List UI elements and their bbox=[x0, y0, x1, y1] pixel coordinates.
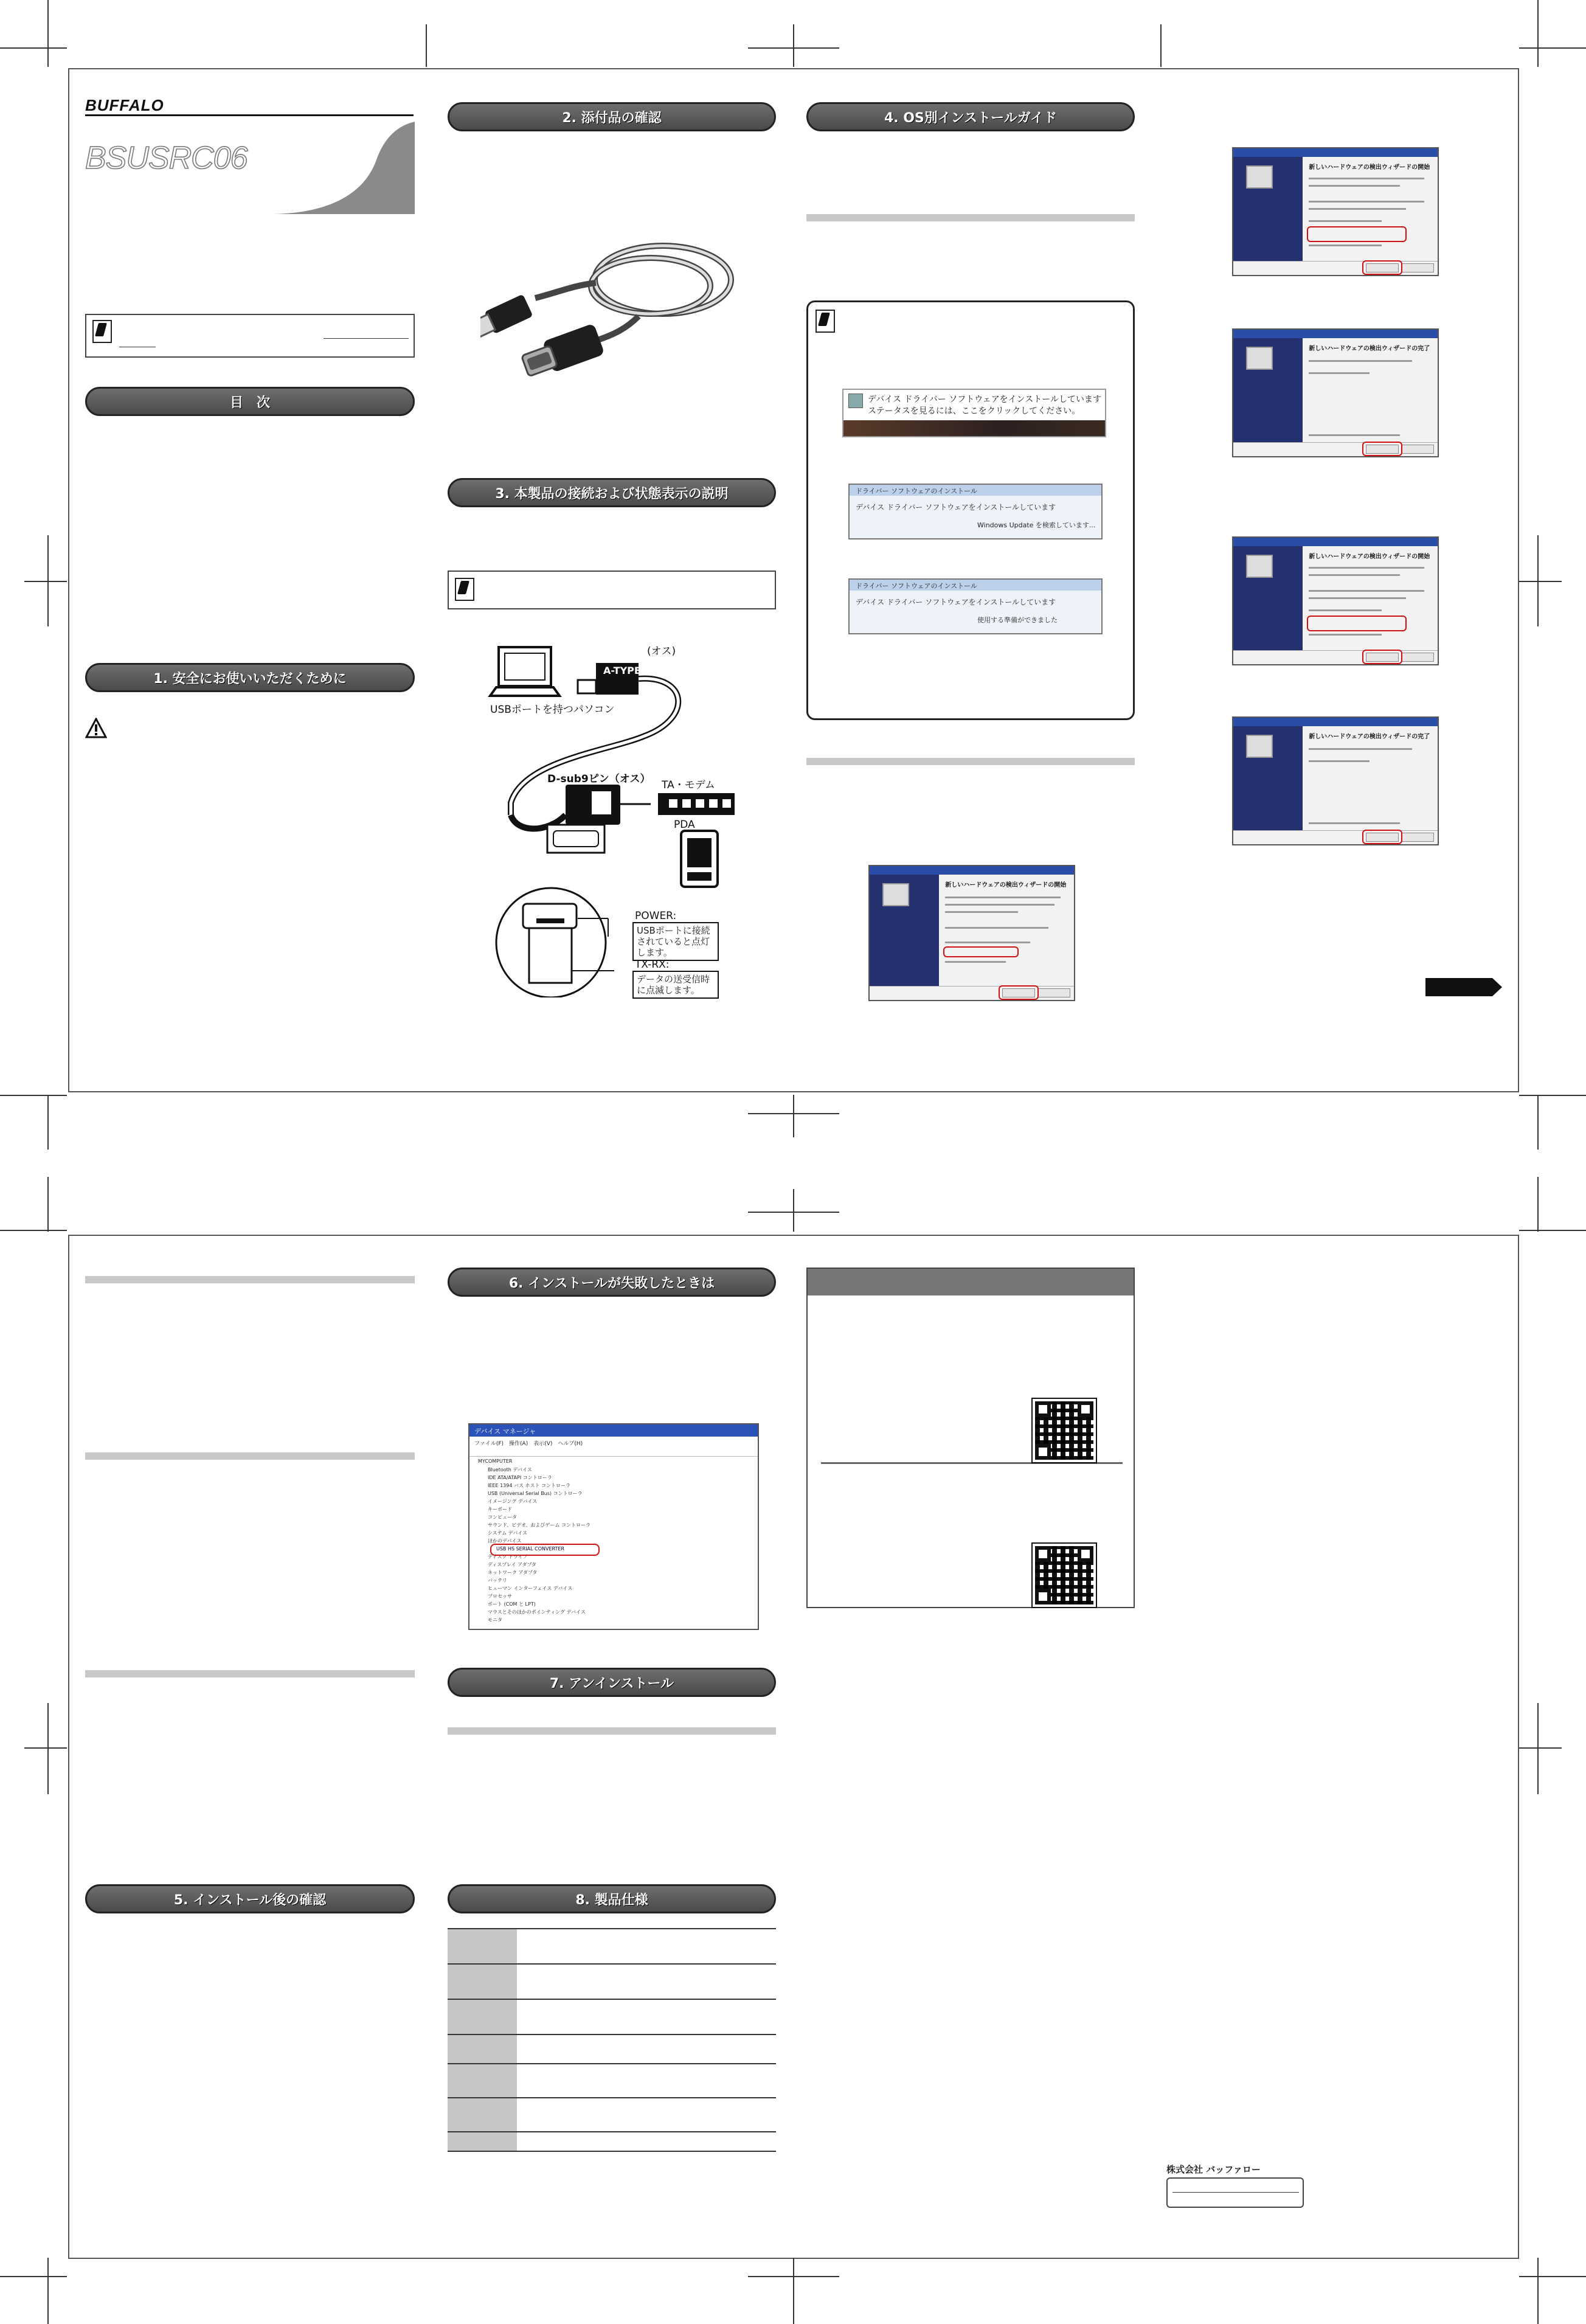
crop-mark bbox=[0, 2276, 67, 2277]
a-type-label: A-TYPE bbox=[603, 665, 641, 676]
support-divider bbox=[821, 1462, 1123, 1464]
crop-mark bbox=[793, 1189, 794, 1232]
tree-item: イメージング デバイス bbox=[488, 1499, 538, 1504]
connection-note-box bbox=[448, 571, 776, 609]
crop-mark bbox=[1519, 1230, 1586, 1231]
spec-row-rule bbox=[448, 1999, 776, 2000]
spec-row-rule bbox=[448, 2034, 776, 2035]
tree-item-highlighted: USB HS SERIAL CONVERTER bbox=[496, 1546, 564, 1552]
highlight-ring bbox=[1362, 260, 1402, 275]
highlight-ring bbox=[490, 1544, 600, 1556]
devmgr-title: デバイス マネージャ bbox=[474, 1427, 536, 1435]
crop-mark bbox=[1519, 47, 1586, 49]
ta-modem-label: TA・モデム bbox=[662, 779, 715, 791]
crop-mark bbox=[1519, 1095, 1586, 1096]
highlight-ring bbox=[1307, 616, 1407, 631]
note-icon bbox=[455, 578, 474, 601]
usb-cable-photo bbox=[480, 225, 736, 395]
driver-icon bbox=[848, 394, 863, 408]
crop-mark bbox=[1160, 24, 1162, 67]
company-name: 株式会社 バッファロー bbox=[1166, 2164, 1261, 2175]
dialog-status: 使用する準備ができました bbox=[977, 616, 1058, 624]
crop-mark bbox=[47, 2258, 49, 2324]
crop-mark bbox=[47, 1095, 49, 1150]
crop-mark bbox=[1519, 581, 1562, 582]
support-header bbox=[808, 1269, 1134, 1296]
wizard-title: 新しいハードウェアの検出ウィザードの完了 bbox=[1309, 345, 1430, 352]
crop-mark bbox=[0, 1095, 67, 1096]
win7-dialog-1 bbox=[848, 484, 1103, 539]
cover-swoosh bbox=[255, 122, 415, 214]
dialog-body: デバイス ドライバー ソフトウェアをインストールしています bbox=[856, 598, 1056, 606]
dialog-title: ドライバー ソフトウェアのインストール bbox=[856, 487, 977, 495]
power-desc: USBポートに接続されていると点灯します。 bbox=[637, 925, 710, 958]
male-mark: (オス) bbox=[647, 645, 676, 657]
spec-header-col bbox=[448, 1928, 517, 2152]
note-icon bbox=[92, 320, 112, 343]
tree-item: ほかのデバイス bbox=[488, 1538, 522, 1544]
tree-item: サウンド、ビデオ、およびゲーム コントローラ bbox=[488, 1522, 590, 1528]
crop-mark bbox=[793, 24, 794, 67]
spec-row-rule bbox=[448, 2131, 776, 2132]
subsection-bar bbox=[448, 1727, 776, 1735]
subsection-bar bbox=[85, 1276, 415, 1283]
txrx-title: TX-RX: bbox=[635, 959, 670, 971]
next-page-arrow-icon bbox=[1425, 977, 1503, 997]
wizard-title: 新しいハードウェアの検出ウィザードの開始 bbox=[945, 882, 1067, 889]
crop-mark bbox=[47, 1177, 49, 1232]
txrx-desc: データの送受信時に点滅します。 bbox=[637, 974, 710, 996]
balloon-body: ステータスを見るには、ここをクリックしてください。 bbox=[868, 406, 1081, 416]
pda-label: PDA bbox=[674, 819, 695, 831]
wizard-screenshot-4 bbox=[1232, 716, 1439, 845]
tree-item: IEEE 1394 バス ホスト コントローラ bbox=[488, 1483, 571, 1488]
spec-row-rule bbox=[448, 1928, 776, 1929]
crop-mark bbox=[793, 1095, 794, 1137]
tree-item: ディスプレイ アダプタ bbox=[488, 1562, 537, 1567]
section-8-heading: 8. 製品仕様 bbox=[448, 1884, 776, 1913]
tree-item: マウスとそのほかのポインティング デバイス bbox=[488, 1609, 586, 1615]
crop-mark bbox=[1537, 535, 1539, 626]
section-6-heading: 6. インストールが失敗したときは bbox=[448, 1268, 776, 1297]
crop-mark bbox=[1537, 1177, 1539, 1232]
section-1-heading: 1. 安全にお使いいただくために bbox=[85, 663, 415, 692]
note-rule bbox=[324, 338, 409, 339]
wizard-title: 新しいハードウェアの検出ウィザードの開始 bbox=[1309, 164, 1430, 171]
devmgr-root: MYCOMPUTER bbox=[478, 1459, 513, 1464]
balloon-title: デバイス ドライバー ソフトウェアをインストールしています bbox=[868, 395, 1101, 404]
crop-mark bbox=[47, 535, 49, 626]
highlight-ring bbox=[943, 946, 1019, 957]
warning-icon bbox=[85, 718, 107, 738]
highlight-ring bbox=[1362, 650, 1402, 664]
wizard-title: 新しいハードウェアの検出ウィザードの完了 bbox=[1309, 734, 1430, 740]
crop-mark bbox=[1519, 1747, 1562, 1749]
win7-note-frame bbox=[806, 300, 1135, 720]
tree-item: システム デバイス bbox=[488, 1530, 528, 1536]
tree-item: ヒューマン インターフェイス デバイス bbox=[488, 1586, 573, 1591]
tree-item: ディスク ドライブ bbox=[488, 1554, 528, 1559]
txrx-desc-box bbox=[632, 971, 719, 999]
dialog-body: デバイス ドライバー ソフトウェアをインストールしています bbox=[856, 503, 1056, 512]
crop-mark bbox=[1537, 0, 1539, 67]
section-5-heading: 5. インストール後の確認 bbox=[85, 1884, 415, 1913]
dialog-title: ドライバー ソフトウェアのインストール bbox=[856, 582, 977, 590]
tree-item: プロセッサ bbox=[488, 1594, 512, 1599]
dsub-label: D-sub9ピン（オス） bbox=[547, 773, 651, 785]
power-title: POWER: bbox=[635, 910, 677, 922]
wizard-title: 新しいハードウェアの検出ウィザードの開始 bbox=[1309, 553, 1430, 560]
product-title: BSUSRC06 bbox=[85, 140, 248, 176]
crop-mark bbox=[24, 581, 67, 582]
crop-mark bbox=[1537, 2258, 1539, 2324]
devmgr-toolbar bbox=[469, 1448, 758, 1457]
highlight-ring bbox=[999, 985, 1039, 1000]
lower-sheet bbox=[68, 1235, 1519, 2259]
connection-diagram bbox=[487, 633, 772, 997]
tree-item: コンピュータ bbox=[488, 1514, 517, 1520]
section-2-heading: 2. 添付品の確認 bbox=[448, 102, 776, 131]
tree-item: バッテリ bbox=[488, 1578, 507, 1583]
subsection-bar bbox=[85, 1452, 415, 1460]
note-icon bbox=[816, 310, 835, 333]
dialog-status: Windows Update を検索しています... bbox=[977, 521, 1096, 529]
subsection-bar bbox=[806, 214, 1135, 221]
toc-heading: 目 次 bbox=[85, 387, 415, 416]
spec-row-rule bbox=[448, 2097, 776, 2098]
spec-row-rule bbox=[448, 2063, 776, 2064]
support-box bbox=[806, 1268, 1135, 1608]
crop-mark bbox=[0, 1230, 67, 1231]
win7-balloon bbox=[842, 389, 1106, 437]
wizard-screenshot-2 bbox=[1232, 328, 1439, 457]
qr-code-icon bbox=[1033, 1544, 1096, 1607]
wizard-screenshot-1 bbox=[1232, 147, 1439, 276]
devmgr-menu: ファイル(F) 操作(A) 表示(V) ヘルプ(H) bbox=[474, 1441, 583, 1447]
pc-label: USBポートを持つパソコン bbox=[490, 704, 615, 716]
crop-mark bbox=[0, 47, 67, 49]
section-4-heading: 4. OS別インストールガイド bbox=[806, 102, 1135, 131]
highlight-ring bbox=[1362, 442, 1402, 456]
cover-note-box bbox=[85, 314, 415, 358]
section-7-heading: 7. アンインストール bbox=[448, 1668, 776, 1697]
crop-mark bbox=[1537, 1703, 1539, 1794]
crop-mark bbox=[1537, 1095, 1539, 1150]
crop-mark bbox=[793, 2258, 794, 2324]
power-desc-box bbox=[632, 922, 719, 961]
tree-item: IDE ATA/ATAPI コントローラ bbox=[488, 1475, 552, 1480]
crop-mark bbox=[47, 0, 49, 67]
highlight-ring bbox=[1362, 830, 1402, 844]
wizard-start-screenshot bbox=[868, 865, 1075, 1001]
device-manager-screenshot bbox=[468, 1423, 759, 1630]
spec-row-rule bbox=[448, 1963, 776, 1965]
tree-item: Bluetooth デバイス bbox=[488, 1467, 532, 1472]
logo-rule bbox=[85, 114, 414, 116]
crop-mark bbox=[24, 1747, 67, 1749]
tree-item: ネットワーク アダプタ bbox=[488, 1570, 538, 1575]
tree-item: キーボード bbox=[488, 1507, 512, 1512]
tree-item: モニタ bbox=[488, 1617, 502, 1623]
taskbar-strip bbox=[843, 420, 1105, 436]
section-3-heading: 3. 本製品の接続および状態表示の説明 bbox=[448, 478, 776, 507]
brand-logo: BUFFALO bbox=[85, 96, 164, 114]
subsection-bar bbox=[806, 758, 1135, 765]
crop-mark bbox=[426, 24, 427, 67]
tree-item: USB (Universal Serial Bus) コントローラ bbox=[488, 1491, 583, 1496]
company-address-box bbox=[1166, 2177, 1304, 2208]
highlight-ring bbox=[1307, 226, 1407, 242]
subsection-bar bbox=[85, 1670, 415, 1677]
tree-item: ポート (COM と LPT) bbox=[488, 1601, 536, 1607]
spec-table bbox=[448, 1928, 776, 2153]
spec-row-rule bbox=[448, 2151, 776, 2152]
crop-mark bbox=[1519, 2276, 1586, 2277]
crop-mark bbox=[748, 47, 839, 49]
wizard-screenshot-3 bbox=[1232, 536, 1439, 665]
crop-mark bbox=[47, 1703, 49, 1794]
qr-code-icon bbox=[1033, 1399, 1096, 1462]
address-rule bbox=[1172, 2192, 1299, 2193]
win7-dialog-2 bbox=[848, 578, 1103, 634]
